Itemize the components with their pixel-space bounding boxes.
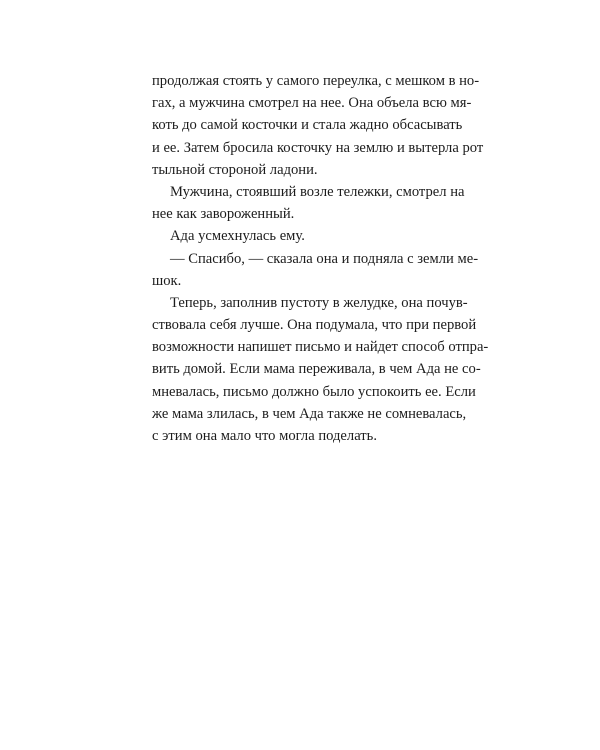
text-line: мневалась, письмо должно было успокоить ее. Если: [152, 383, 476, 400]
text-line: же мама злилась, в чем Ада также не сомневалась,: [152, 405, 467, 422]
page-text: [152, 70, 489, 447]
text-line: вить домой. Если мама переживала, в чем Ада не со-: [152, 361, 481, 378]
text-line: шок.: [152, 272, 182, 289]
text-line: нее как завороженный.: [152, 206, 295, 223]
text-line: — Спасибо, — сказала она и подняла с земли ме-: [170, 250, 479, 267]
text-line: коть до самой косточки и стала жадно обсасывать: [152, 117, 463, 134]
text-line: продолжая стоять у самого переулка, с мешком в но-: [152, 73, 480, 89]
text-line: тыльной стороной ладони.: [152, 161, 318, 178]
text-line: гах, а мужчина смотрел на нее. Она объела всю мя-: [152, 95, 472, 112]
text-line: возможности напишет письмо и найдет способ отпра-: [152, 339, 489, 356]
text-line: Мужчина, стоявший возле тележки, смотрел на: [170, 183, 465, 200]
text-line: с этим она мало что могла поделать.: [152, 428, 377, 444]
text-line: ствовала себя лучше. Она подумала, что при первой: [152, 317, 477, 334]
text-line: Ада усмехнулась ему.: [170, 228, 305, 245]
text-line: и ее. Затем бросила косточку на землю и вытерла рот: [152, 139, 484, 156]
text-line: Теперь, заполнив пустоту в желудке, она почув-: [170, 294, 468, 311]
